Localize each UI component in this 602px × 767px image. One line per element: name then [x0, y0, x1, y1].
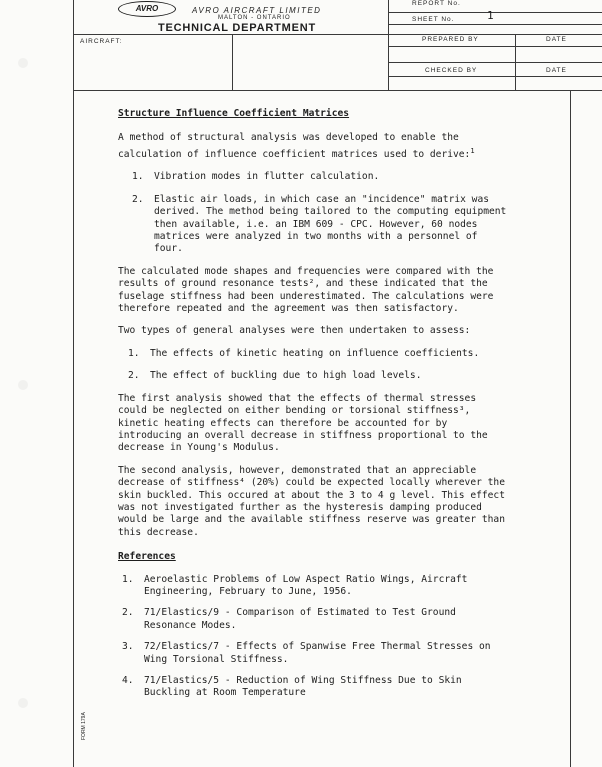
sheet-no-label: SHEET No.: [412, 16, 455, 23]
prepared-date-label: DATE: [546, 36, 567, 43]
list-item: 2. Elastic air loads, in which case an "incidence" matrix was derived. The method being tailored to the computing equipment then available, i.e. an IBM 609 - CPC. However, 60 nodes matrices were analyzed in two months with a personnel of four.: [132, 193, 507, 255]
prepared-by-label: PREPARED BY: [422, 36, 479, 43]
second-analysis-paragraph: The second analysis, however, demonstrated that an appreciable decrease of stiffness⁴ (20%) could be expected locally wherever the skin buckled. This occured at about the 3 to 4 g level. This effect was not investigated further as the hysteresis damping produced would be large and the available stiffness reserve was greater than this decrease.: [118, 464, 505, 538]
section-title: Structure Influence Coefficient Matrices: [118, 108, 350, 119]
binder-hole: [18, 698, 28, 708]
list-item: 1. The effects of kinetic heating on influence coefficients.: [128, 347, 480, 359]
intro-footnote: 1: [470, 146, 475, 155]
checked-by-label: CHECKED BY: [425, 67, 478, 74]
intro-paragraph: [118, 132, 508, 161]
report-body: [118, 108, 508, 700]
aircraft-label: AIRCRAFT:: [80, 38, 123, 45]
company-location: MALTON - ONTARIO: [218, 15, 291, 21]
checked-date-label: DATE: [546, 67, 567, 74]
avro-logo: AVRO: [118, 1, 176, 17]
mode-shapes-paragraph: The calculated mode shapes and frequencies were compared with the results of ground resonance tests², and these indicated that the fuselage stiffness had been underestimated. The calculations were therefore repeated and the agreement was then satisfactory.: [118, 265, 494, 315]
two-types-paragraph: Two types of general analyses were then undertaken to assess:: [118, 325, 471, 337]
reference-item: 2. 71/Elastics/9 - Comparison of Estimated to Test Ground Resonance Modes.: [122, 607, 456, 631]
binder-hole: [18, 58, 28, 68]
reference-item: 3. 72/Elastics/7 - Effects of Spanwise Free Thermal Stresses on Wing Torsional Stiffness.: [122, 641, 491, 665]
company-name: AVRO AIRCRAFT LIMITED: [192, 6, 322, 15]
form-number: FORM 179A: [81, 712, 87, 740]
first-analysis-paragraph: The first analysis showed that the effects of thermal stresses could be neglected on either bending or torsional stiffness³, kinetic heating effects can therefore be accounted for by introducing an overall decrease in stiffness proportional to the decrease in Young's Modulus.: [118, 392, 488, 454]
reference-item: 4. 71/Elastics/5 - Reduction of Wing Stiffness Due to Skin Buckling at Room Temperature: [122, 675, 462, 699]
intro-text: A method of structural analysis was developed to enable the calculation of influence coefficient matrices used to derive:: [118, 132, 471, 160]
list-item: 2. The effect of buckling due to high load levels.: [128, 370, 422, 382]
list-item: 1. Vibration modes in flutter calculation.: [132, 171, 380, 183]
department-title: TECHNICAL DEPARTMENT: [158, 22, 316, 34]
references-title: References: [118, 551, 176, 563]
reference-item: 1. Aeroelastic Problems of Low Aspect Ratio Wings, Aircraft Engineering, February to June, 1956.: [122, 573, 468, 597]
binder-hole: [18, 380, 28, 390]
report-no-label: REPORT No.: [412, 0, 461, 7]
sheet-no-value: 1: [487, 9, 494, 22]
